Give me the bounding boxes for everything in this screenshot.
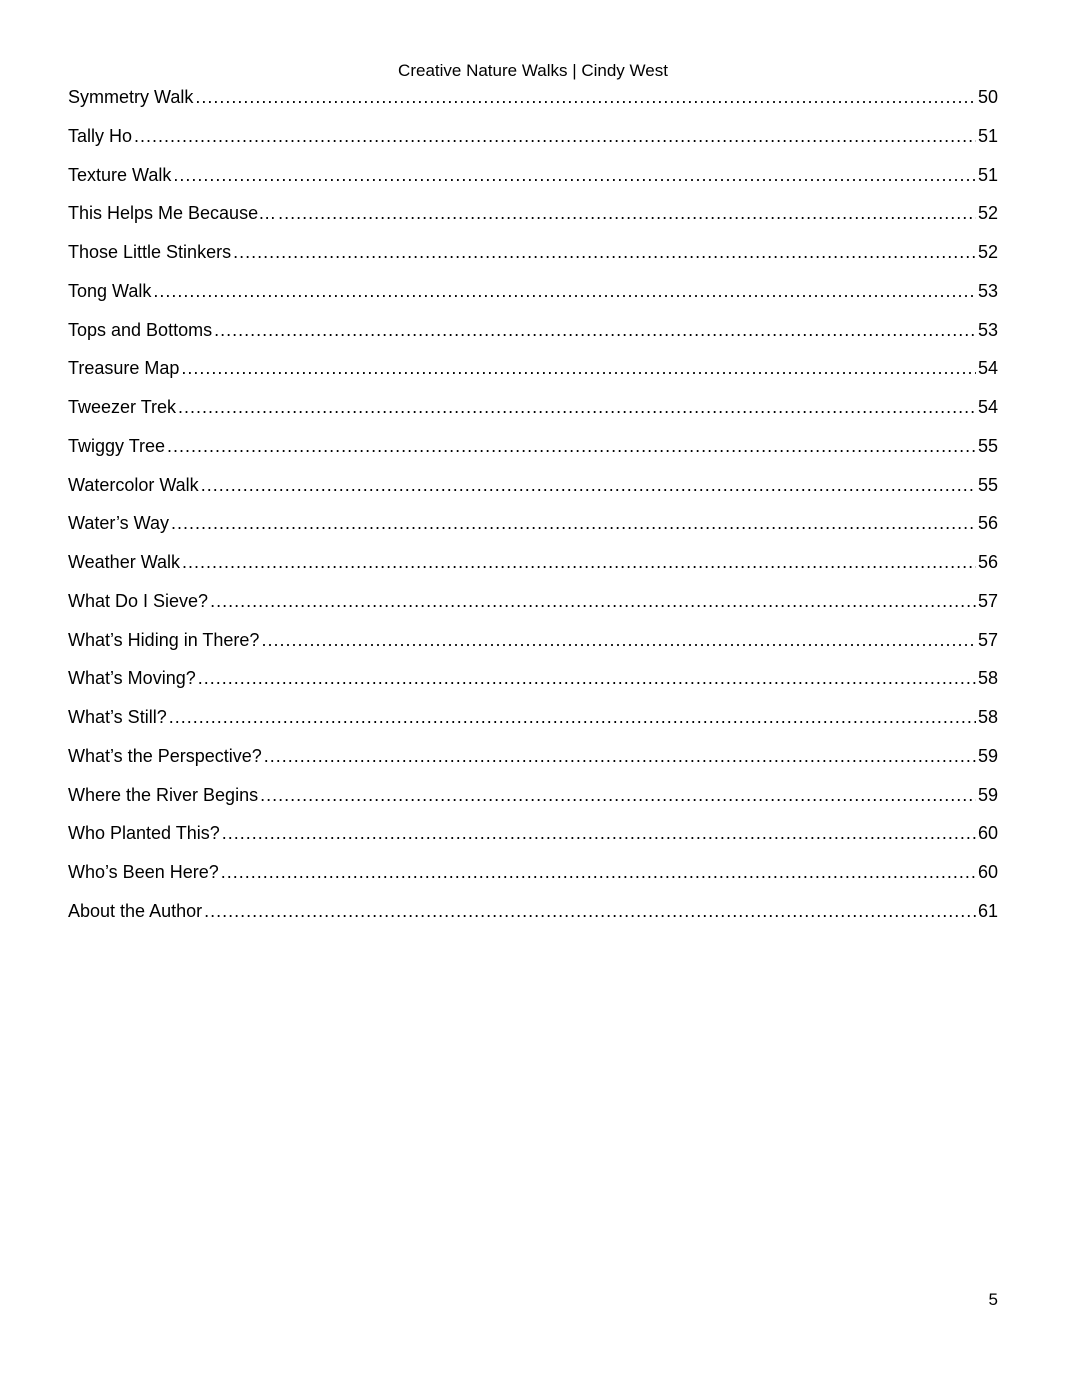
toc-dot-leader [214,317,976,343]
toc-entry-page: 60 [977,823,998,844]
toc-dot-leader [201,472,976,498]
table-of-contents [68,84,998,937]
toc-entry[interactable] [68,820,998,859]
toc-entry-title: Tweezer Trek [68,397,177,417]
toc-dot-leader [260,782,976,808]
toc-entry-page: 53 [977,319,998,340]
toc-dot-leader [221,859,976,885]
toc-entry-page: 52 [977,242,998,262]
toc-entry-title: Where the River Begins [68,784,259,805]
toc-entry-page: 58 [977,707,998,727]
toc-entry-title: Who Planted This? [68,823,220,844]
toc-dot-leader [181,355,976,381]
toc-entry-title: Watercolor Walk [68,474,199,495]
toc-entry[interactable] [68,859,998,898]
toc-dot-leader [195,84,976,110]
toc-entry-title: Tong Walk [68,280,152,301]
toc-dot-leader [169,704,976,730]
toc-entry[interactable] [68,84,998,123]
toc-dot-leader [210,588,976,614]
toc-entry-title: Texture Walk [68,164,172,185]
toc-entry-title: Twiggy Tree [68,435,166,456]
toc-entry[interactable] [68,239,998,278]
toc-entry-title: What’s the Perspective? [68,745,262,766]
toc-dot-leader [134,123,976,149]
toc-entry-title: This Helps Me Because… [68,203,277,224]
toc-entry-page: 61 [977,900,998,921]
toc-entry[interactable] [68,549,998,588]
toc-entry-page: 53 [977,280,998,301]
running-header: Creative Nature Walks | Cindy West [398,61,668,80]
toc-entry-page: 51 [977,125,998,146]
toc-entry[interactable] [68,704,998,743]
toc-entry-title: Treasure Map [68,358,180,379]
toc-dot-leader [198,665,976,691]
toc-dot-leader [171,510,976,536]
toc-entry-title: What’s Still? [68,707,167,727]
toc-entry-title: What’s Moving? [68,668,196,689]
toc-entry-title: Those Little Stinkers [68,242,232,262]
toc-entry-page: 55 [977,474,998,495]
toc-entry-page: 59 [977,784,998,805]
toc-dot-leader [261,627,976,653]
toc-dot-leader [222,820,976,846]
toc-entry-title: What’s Hiding in There? [68,629,260,650]
toc-entry-page: 50 [977,87,998,107]
toc-dot-leader [264,743,976,769]
toc-entry-page: 57 [977,629,998,650]
toc-entry[interactable] [68,123,998,162]
toc-dot-leader [153,278,976,304]
toc-entry[interactable] [68,782,998,821]
toc-entry[interactable] [68,898,998,937]
toc-entry-page: 56 [977,552,998,572]
toc-entry[interactable] [68,588,998,627]
toc-entry-page: 54 [977,397,998,417]
toc-entry-page: 52 [977,203,998,224]
toc-entry-title: What Do I Sieve? [68,590,209,611]
toc-entry[interactable] [68,665,998,704]
toc-dot-leader [167,433,976,459]
toc-entry[interactable] [68,355,998,394]
toc-entry-title: Symmetry Walk [68,87,194,107]
toc-dot-leader [233,239,976,265]
toc-dot-leader [173,162,976,188]
toc-entry[interactable] [68,162,998,201]
toc-entry[interactable] [68,433,998,472]
toc-entry-title: Water’s Way [68,513,170,534]
toc-entry-title: Weather Walk [68,552,181,572]
toc-entry[interactable] [68,278,998,317]
toc-entry[interactable] [68,394,998,433]
toc-entry-page: 51 [977,164,998,185]
toc-entry-title: About the Author [68,900,203,921]
toc-entry-page: 55 [977,435,998,456]
toc-entry[interactable] [68,472,998,511]
toc-entry-title: Who’s Been Here? [68,862,219,882]
toc-entry-page: 60 [977,862,998,882]
toc-entry[interactable] [68,317,998,356]
toc-entry[interactable] [68,510,998,549]
page-number: 5 [988,1290,998,1309]
toc-entry[interactable] [68,200,998,239]
toc-entry-page: 57 [977,590,998,611]
toc-entry-page: 56 [977,513,998,534]
toc-entry-title: Tally Ho [68,125,133,146]
toc-entry-page: 54 [977,358,998,379]
toc-dot-leader [178,394,976,420]
toc-entry-page: 59 [977,745,998,766]
toc-dot-leader [182,549,976,575]
toc-dot-leader [278,200,976,226]
toc-entry[interactable] [68,627,998,666]
toc-dot-leader [204,898,976,924]
toc-entry-page: 58 [977,668,998,689]
toc-entry-title: Tops and Bottoms [68,319,213,340]
toc-entry[interactable] [68,743,998,782]
